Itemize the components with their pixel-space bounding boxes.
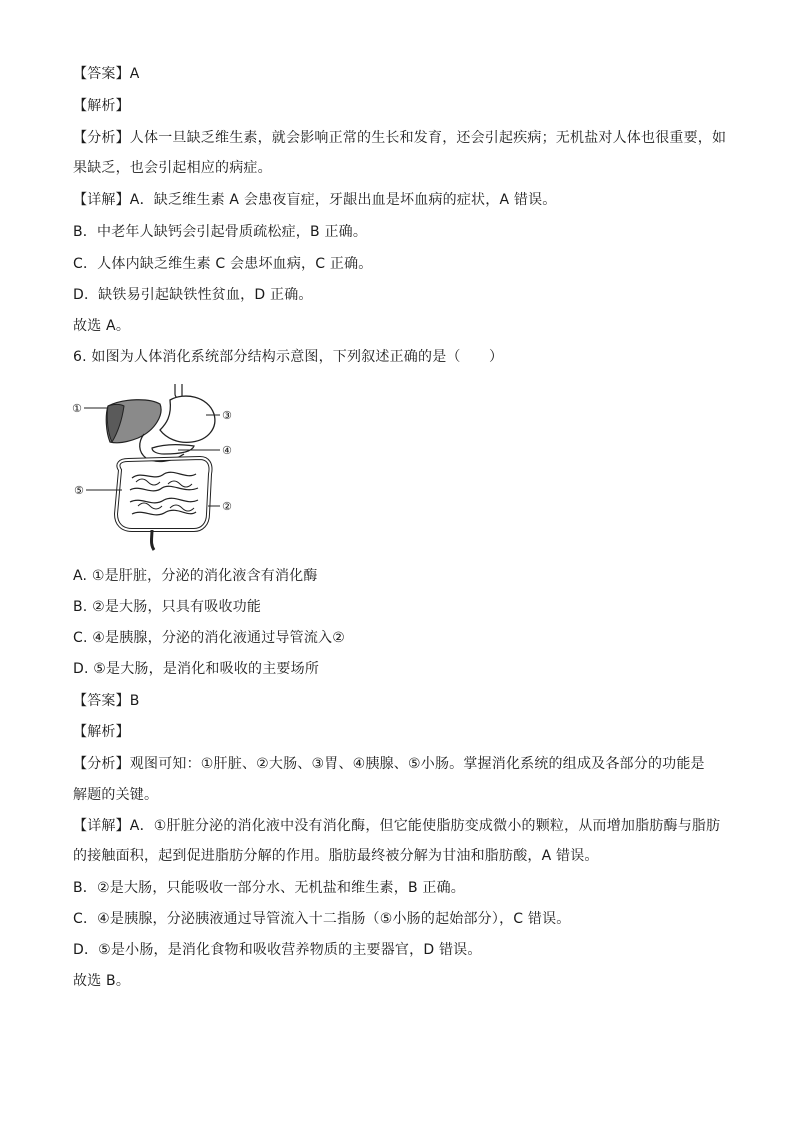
option-c: C. ④是胰腺，分泌的消化液通过导管流入② [73,630,345,646]
analysis-text-6-1: 【分析】观图可知：①肝脏、②大肠、③胃、④胰腺、⑤小肠。掌握消化系统的组成及各部分的功能是 [73,756,705,772]
analysis-heading-6: 【解析】 [73,724,130,740]
detail-5-c: C．人体内缺乏维生素 C 会患坏血病，C 正确。 [73,256,373,272]
option-b: B. ②是大肠，只具有吸收功能 [73,599,262,615]
question-6-stem: 6. 如图为人体消化系统部分结构示意图，下列叙述正确的是（ ） [73,349,504,365]
detail-6-d: D．⑤是小肠，是消化食物和吸收营养物质的主要器官，D 错误。 [73,942,482,958]
analysis-heading-5: 【解析】 [73,98,130,114]
figure-label-4: ④ [222,444,232,457]
large-intestine-inner [116,458,211,530]
answer-label-6: 【答案】B [73,693,140,709]
large-intestine-shape [116,458,211,530]
conclusion-6: 故选 B。 [73,973,131,989]
detail-5-a: 【详解】A．缺乏维生素 A 会患夜盲症，牙龈出血是坏血病的症状，A 错误。 [73,192,557,208]
small-intestine-loops [136,479,194,511]
analysis-text-5-1: 【分析】人体一旦缺乏维生素，就会影响正常的生长和发育，还会引起疾病；无机盐对人体也很重要，如 [73,130,727,146]
digestive-system-diagram [72,384,242,556]
detail-6-b: B．②是大肠，只能吸收一部分水、无机盐和维生素，B 正确。 [73,880,466,896]
conclusion-5: 故选 A。 [73,318,131,334]
detail-5-b: B．中老年人缺钙会引起骨质疏松症，B 正确。 [73,224,368,240]
detail-6-a-2: 的接触面积，起到促进脂肪分解的作用。脂肪最终被分解为甘油和脂肪酸，A 错误。 [73,848,599,864]
small-intestine-shape [130,472,198,515]
option-d: D. ⑤是大肠，是消化和吸收的主要场所 [73,661,320,677]
detail-6-a-1: 【详解】A．①肝脏分泌的消化液中没有消化酶，但它能使脂肪变成微小的颗粒，从而增加脂肪酶与脂肪 [73,818,721,834]
analysis-text-6-2: 解题的关键。 [73,787,159,803]
stomach-shape [160,396,215,442]
figure-label-2: ② [222,500,232,513]
figure-label-3: ③ [222,409,232,422]
option-a: A. ①是肝脏，分泌的消化液含有消化酶 [73,568,318,584]
detail-6-c: C．④是胰腺，分泌胰液通过导管流入十二指肠（⑤小肠的起始部分），C 错误。 [73,911,571,927]
pancreas-shape [152,445,194,454]
detail-5-d: D．缺铁易引起缺铁性贫血，D 正确。 [73,287,313,303]
figure-label-5: ⑤ [74,484,84,497]
answer-label-5: 【答案】A [73,66,140,82]
rectum-shape [152,530,155,550]
figure-label-1: ① [72,402,82,415]
analysis-text-5-2: 果缺乏，也会引起相应的病症。 [73,160,272,176]
